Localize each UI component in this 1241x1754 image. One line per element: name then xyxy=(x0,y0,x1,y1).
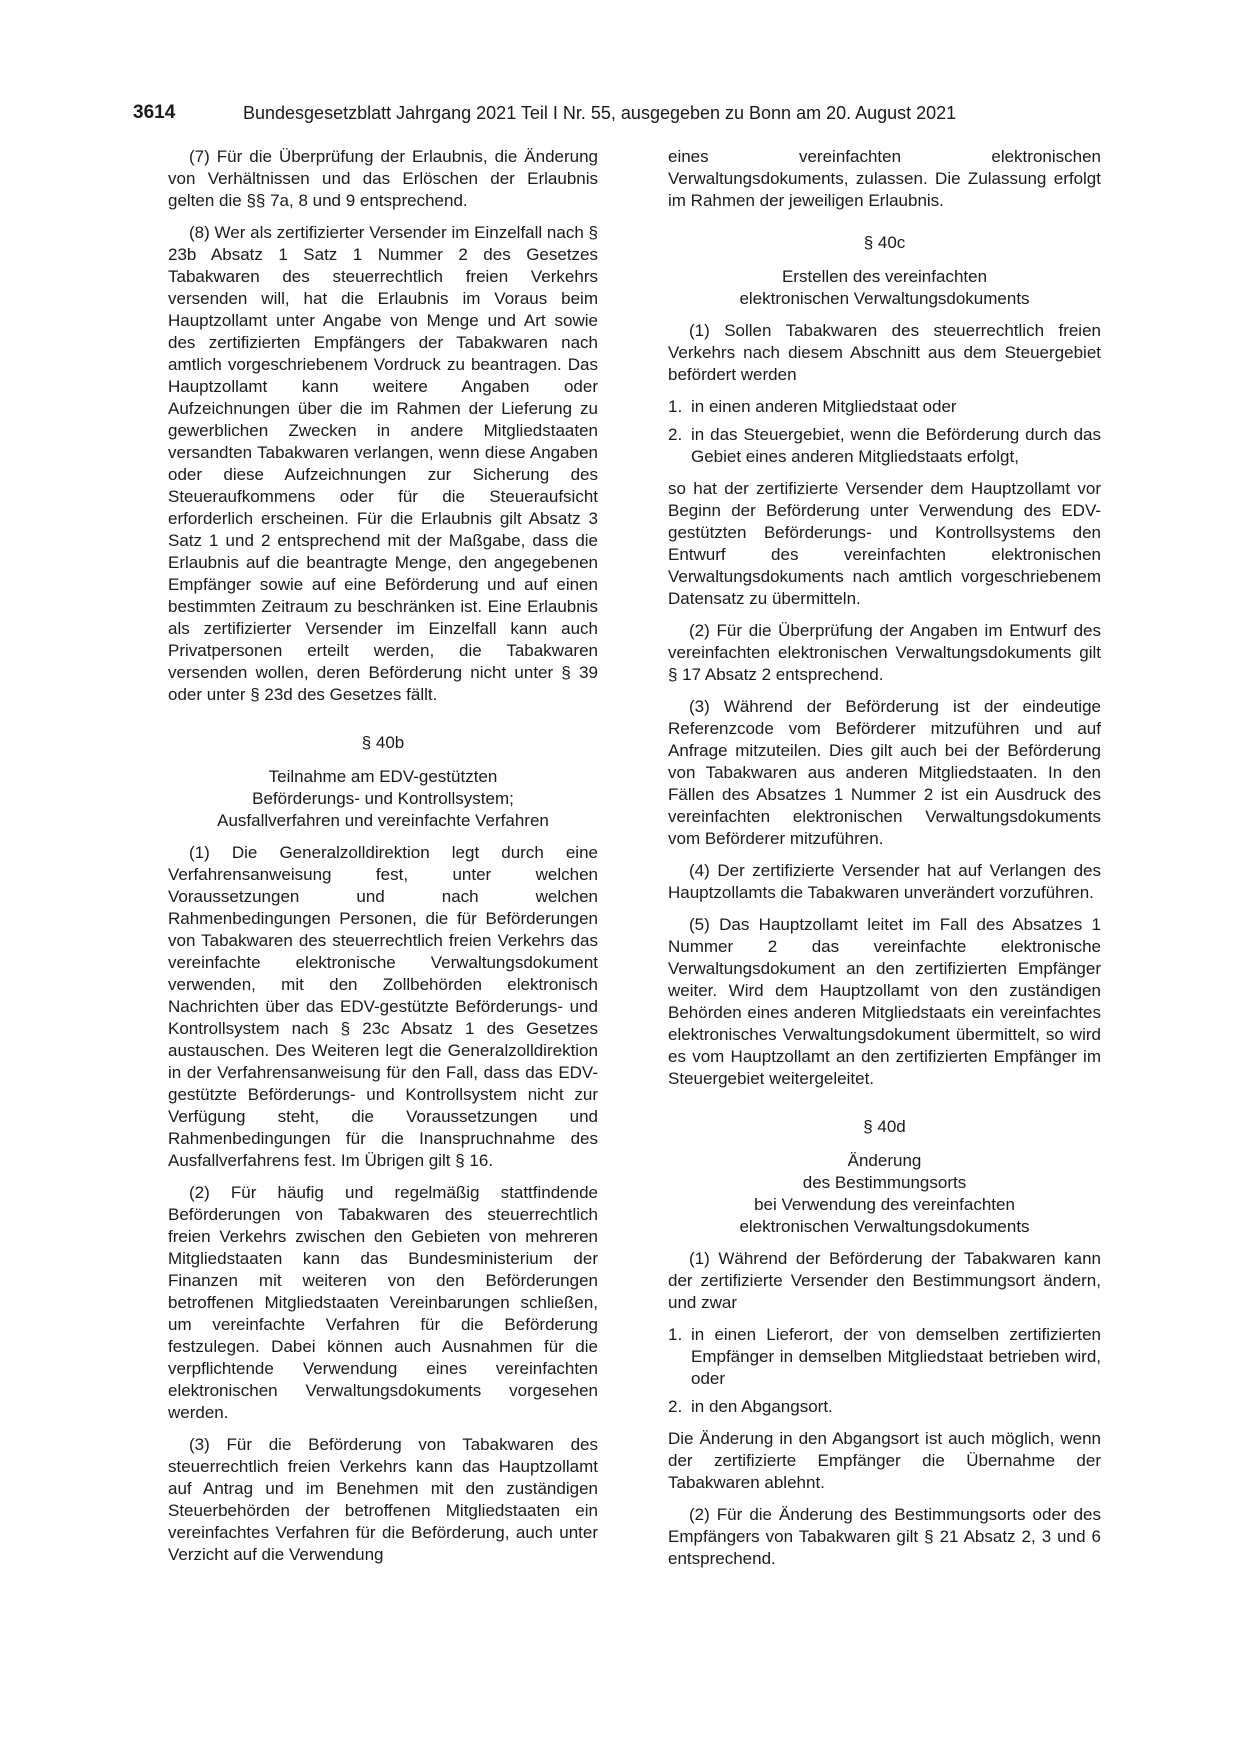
right-column xyxy=(668,146,1101,1580)
list-text: in das Steuergebiet, wenn die Beförderung durch das Gebiet eines anderen Mitgliedstaats erfolgt, xyxy=(691,425,1101,466)
section-40b-paragraph-3-end: eines vereinfachten elektronischen Verwaltungsdokuments, zulassen. Die Zulassung erfolgt im Rahmen der jeweiligen Erlaubnis. xyxy=(668,147,1101,210)
section-title-line: Teilnahme am EDV-gestützten xyxy=(268,767,498,786)
list-item xyxy=(668,424,1101,468)
list-text: in den Abgangsort. xyxy=(691,1397,833,1416)
running-title: Bundesgesetzblatt Jahrgang 2021 Teil I Nr. 55, ausgegeben zu Bonn am 20. August 2021 xyxy=(243,103,957,123)
section-title-line: elektronischen Verwaltungsdokuments xyxy=(739,289,1030,308)
section-number-40d: § 40d xyxy=(863,1117,906,1136)
list-text: in einen anderen Mitgliedstaat oder xyxy=(691,397,957,416)
section-40b-paragraph-1: (1) Die Generalzolldirektion legt durch eine Verfahrensanweisung fest, unter welchen Voraussetzungen und nach welchen Rahmenbedingungen Personen, die für Beförderungen von Tabakwaren des steuerrechtlich freien Verkehrs das vereinfachte elektronische Verwaltungsdokument verwenden, mit den Zollbehörden elektronisch Nachrichten über das EDV-gestützte Beförderungs- und Kontrollsystem nach § 23c Absatz 1 des Gesetzes austauschen. Des Weiteren legt die Generalzolldirektion in der Verfahrensanweisung für den Fall, dass das EDV-gestützte Beförderungs- und Kontrollsystem nicht zur Verfügung steht, die Voraussetzungen und Rahmenbedingungen für die Inanspruchnahme des Ausfallverfahrens fest. Im Übrigen gilt § 16. xyxy=(168,843,598,1170)
section-title-line: Änderung xyxy=(847,1151,922,1170)
section-40c-paragraph-1-intro: (1) Sollen Tabakwaren des steuerrechtlich freien Verkehrs nach diesem Abschnitt aus dem Steuergebiet befördert werden xyxy=(668,321,1101,384)
section-title-40d xyxy=(668,1150,1101,1238)
list-text: in einen Lieferort, der von demselben zertifizierten Empfänger in demselben Mitgliedstaat betrieben wird, oder xyxy=(691,1325,1101,1388)
section-40d-paragraph-1-intro: (1) Während der Beförderung der Tabakwaren kann der zertifizierte Versender den Bestimmungsort ändern, und zwar xyxy=(668,1249,1101,1312)
list-number: 2. xyxy=(668,425,683,444)
list-number: 2. xyxy=(668,1397,683,1416)
section-number-40c: § 40c xyxy=(863,233,906,252)
list-number: 1. xyxy=(668,397,683,416)
section-40b-paragraph-2: (2) Für häufig und regelmäßig stattfindende Beförderungen von Tabakwaren des steuerrechtlich freien Verkehrs zwischen den Gebieten von mehreren Mitgliedstaaten kann das Bundesministerium der Finanzen mit weiteren von den Beförderungen betroffenen Mitgliedstaaten Vereinbarungen schließen, um vereinfachte Verfahren für die Beförderung festzulegen. Dabei können auch Ausnahmen für die verpflichtende Verwendung eines vereinfachten elektronischen Verwaltungsdokuments vorgesehen werden. xyxy=(168,1183,598,1422)
section-title-40b xyxy=(168,766,598,832)
paragraph-8: (8) Wer als zertifizierter Versender im Einzelfall nach § 23b Absatz 1 Satz 1 Nummer 2 des Gesetzes Tabakwaren des steuerrechtlich freien Verkehrs versenden will, hat die Erlaubnis im Voraus beim Hauptzollamt unter Angabe von Menge und Art sowie des zertifizierten Empfängers der Tabakwaren nach amtlich vorgeschriebenem Vordruck zu beantragen. Das Hauptzollamt kann weitere Angaben oder Aufzeichnungen über die im Rahmen der Lieferung zu gewerblichen Zwecken in andere Mitgliedstaaten versandten Tabakwaren verlangen, wenn diese Angaben oder diese Aufzeichnungen zur Sicherung des Steueraufkommens oder für die Steueraufsicht erforderlich erscheinen. Für die Erlaubnis gilt Absatz 3 Satz 1 und 2 entsprechend mit der Maßgabe, dass die Erlaubnis auf die beantragte Menge, den angegebenen Empfänger sowie auf eine Beförderung und auf einen bestimmten Zeitraum zu beschränken ist. Eine Erlaubnis als zertifizierter Versender im Einzelfall kann auch Privatpersonen erteilt werden, die Tabakwaren versenden wollen, deren Beförderung nicht unter § 39 oder unter § 23d des Gesetzes fällt. xyxy=(168,223,598,704)
section-40c-paragraph-1-outro: so hat der zertifizierte Versender dem Hauptzollamt vor Beginn der Beförderung unter Verwendung des EDV-gestützten Beförderungs- und Kontrollsystems den Entwurf des vereinfachten elektronischen Verwaltungsdokuments nach amtlich vorgeschriebenem Datensatz zu übermitteln. xyxy=(668,479,1101,608)
section-40b-paragraph-3-start: (3) Für die Beförderung von Tabakwaren des steuerrechtlich freien Verkehrs kann das Hauptzollamt auf Antrag und im Benehmen mit den zuständigen Steuerbehörden der betroffenen Mitgliedstaaten ein vereinfachtes Verfahren für die Beförderung, auch unter Verzicht auf die Verwendung xyxy=(168,1435,598,1564)
list-item xyxy=(668,1324,1101,1390)
section-title-40c xyxy=(668,266,1101,310)
list-item xyxy=(668,396,1101,418)
section-40c-paragraph-4: (4) Der zertifizierte Versender hat auf Verlangen des Hauptzollamts die Tabakwaren unverändert vorzuführen. xyxy=(668,861,1101,902)
page-header xyxy=(133,98,1133,128)
section-40c-paragraph-2: (2) Für die Überprüfung der Angaben im Entwurf des vereinfachten elektronischen Verwaltungsdokuments gilt § 17 Absatz 2 entsprechend. xyxy=(668,621,1101,684)
section-40d-paragraph-2: (2) Für die Änderung des Bestimmungsorts oder des Empfängers von Tabakwaren gilt § 21 Absatz 2, 3 und 6 entsprechend. xyxy=(668,1505,1101,1568)
section-40c-paragraph-5: (5) Das Hauptzollamt leitet im Fall des Absatzes 1 Nummer 2 das vereinfachte elektronische Verwaltungsdokument an den zertifizierten Empfänger weiter. Wird dem Hauptzollamt von den zuständigen Behörden eines anderen Mitgliedstaats ein vereinfachtes elektronisches Verwaltungsdokument übermittelt, so wird es vom Hauptzollamt an den zertifizierten Empfänger im Steuergebiet weitergeleitet. xyxy=(668,915,1101,1088)
section-title-line: Beförderungs- und Kontrollsystem; xyxy=(252,789,514,808)
section-title-line: elektronischen Verwaltungsdokuments xyxy=(739,1217,1030,1236)
section-40d-list xyxy=(668,1324,1101,1418)
paragraph-7: (7) Für die Überprüfung der Erlaubnis, die Änderung von Verhältnissen und das Erlöschen der Erlaubnis gelten die §§ 7a, 8 und 9 entsprechend. xyxy=(168,147,598,210)
section-title-line: Erstellen des vereinfachten xyxy=(781,267,988,286)
section-title-line: des Bestimmungsorts xyxy=(802,1173,967,1192)
list-number: 1. xyxy=(668,1325,683,1344)
left-column xyxy=(168,146,598,1576)
section-number-40b: § 40b xyxy=(361,733,405,752)
section-40c-paragraph-3: (3) Während der Beförderung ist der eindeutige Referenzcode vom Beförderer mitzuführen und auf Anfrage mitzuteilen. Dies gilt auch bei der Beförderung von Tabakwaren aus anderen Mitgliedstaaten. In den Fällen des Absatzes 1 Nummer 2 ist ein Ausdruck des vereinfachten elektronischen Verwaltungsdokuments vom Beförderer mitzuführen. xyxy=(668,697,1101,848)
list-item xyxy=(668,1396,1101,1418)
section-title-line: bei Verwendung des vereinfachten xyxy=(754,1195,1015,1214)
section-40d-paragraph-1-outro: Die Änderung in den Abgangsort ist auch möglich, wenn der zertifizierte Empfänger die Übernahme der Tabakwaren ablehnt. xyxy=(668,1429,1101,1492)
page-number: 3614 xyxy=(133,102,176,123)
section-40c-list xyxy=(668,396,1101,468)
section-title-line: Ausfallverfahren und vereinfachte Verfahren xyxy=(217,811,549,830)
